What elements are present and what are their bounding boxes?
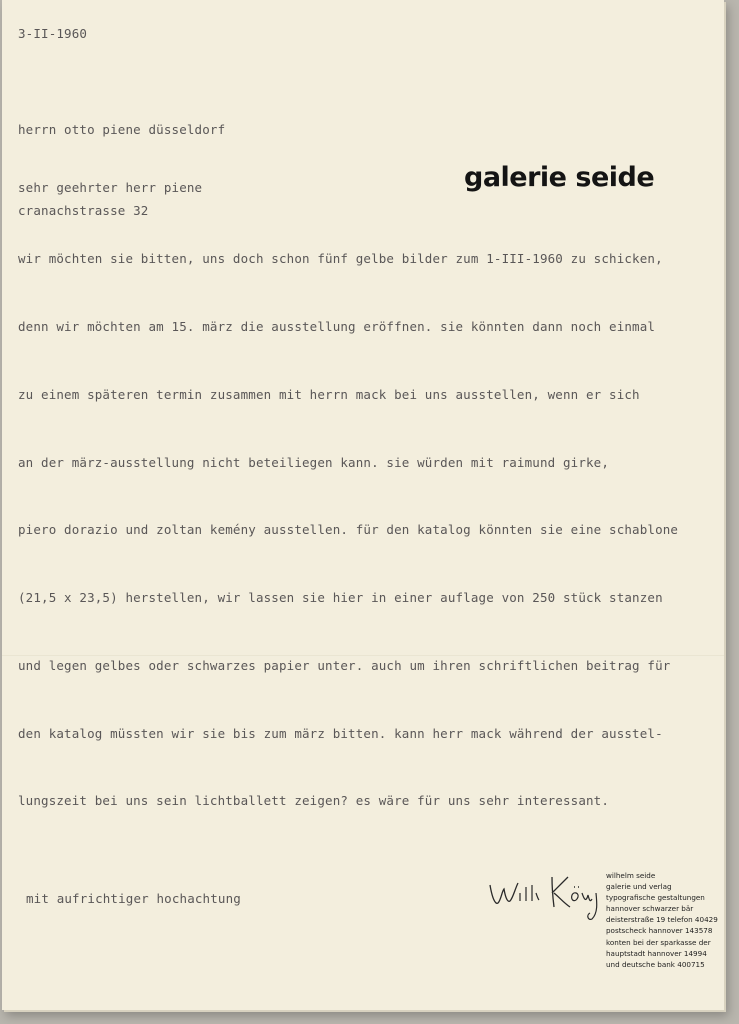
footer-line: hauptstadt hannover 14994: [606, 948, 707, 958]
handwritten-signature: [486, 863, 606, 923]
gallery-logo: galerie seide: [464, 162, 655, 193]
footer-line: typografische gestaltungen: [606, 893, 705, 903]
address-line: cranachstrasse 32: [18, 203, 149, 218]
body-line: denn wir möchten am 15. märz die ausstellung eröffnen. sie könnten dann noch einmal: [18, 318, 656, 334]
closing-phrase: mit aufrichtiger hochachtung: [26, 891, 241, 906]
body-line: wir möchten sie bitten, uns doch schon fünf gelbe bilder zum 1-III-1960 zu schicken,: [18, 251, 663, 267]
body-line: den katalog müssten wir sie bis zum märz bitten. kann herr mack während der ausstel-: [18, 725, 663, 741]
body-line: zu einem späteren termin zusammen mit herrn mack bei uns ausstellen, wenn er sich: [18, 386, 640, 402]
address-line: herrn otto piene düsseldorf: [18, 122, 226, 137]
letter-body: [18, 203, 678, 858]
body-line: piero dorazio und zoltan kemény ausstellen. für den katalog könnten sie eine schablone: [18, 522, 679, 538]
footer-line: postscheck hannover 143578: [606, 926, 713, 936]
footer-line: galerie und verlag: [606, 882, 672, 892]
footer-line: hannover schwarzer bär: [606, 904, 694, 914]
salutation: sehr geehrter herr piene: [18, 180, 203, 195]
footer-line: konten bei der sparkasse der: [606, 937, 711, 947]
footer-line: wilhelm seide: [606, 871, 656, 880]
body-line: lungszeit bei uns sein lichtballett zeigen? es wäre für uns sehr interessant.: [18, 793, 610, 809]
footer-line: deisterstraße 19 telefon 40429: [606, 915, 718, 925]
letterhead-footer: [606, 870, 718, 970]
body-line: und legen gelbes oder schwarzes papier unter. auch um ihren schriftlichen beitrag für: [18, 657, 671, 673]
letter-date: 3-II-1960: [18, 26, 88, 41]
footer-line: und deutsche bank 400715: [606, 959, 705, 969]
body-line: an der märz-ausstellung nicht beteiliegen kann. sie würden mit raimund girke,: [18, 454, 610, 470]
letter-page: [2, 0, 724, 1010]
body-line: (21,5 x 23,5) herstellen, wir lassen sie hier in einer auflage von 250 stück stanzen: [18, 590, 663, 606]
